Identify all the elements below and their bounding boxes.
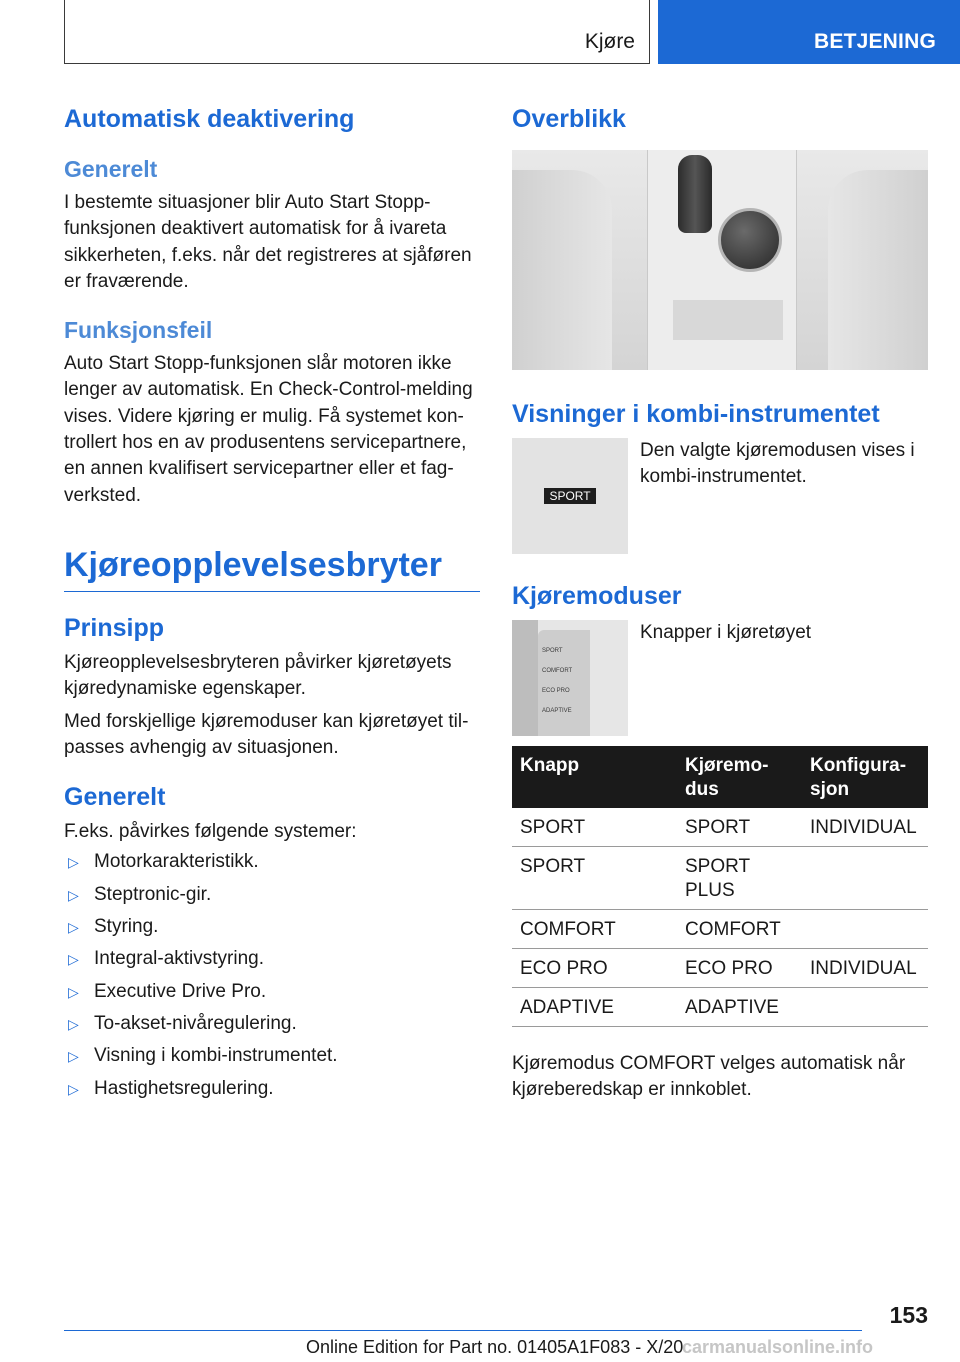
list-item: ▷ Executive Drive Pro. (64, 979, 480, 1005)
heading-kjoreopplevelsesbryter: Kjøreopplevelsesbryter (64, 543, 480, 592)
paragraph-generelt-1: I bestemte situasjoner blir Auto Start Stopp-funksjonen deaktivert automatisk for å ivareta sikkerheten, f.eks. når det registreres at sjåføren er fraværende. (64, 192, 472, 292)
sport-mode-badge: SPORT (544, 488, 596, 504)
triangle-bullet-icon: ▷ (68, 1015, 79, 1032)
triangle-bullet-icon: ▷ (68, 919, 79, 936)
heading-generelt-2: Generelt (64, 783, 166, 812)
list-item: ▷ Hastighetsregulering. (64, 1076, 480, 1102)
list-item: ▷ Integral-aktivstyring. (64, 946, 480, 972)
list-item: ▷ Styring. (64, 914, 480, 940)
heading-visninger: Visninger i kombi-instrumentet (512, 400, 880, 428)
idrive-controller-dial (718, 208, 782, 272)
heading-funksjonsfeil: Funksjonsfeil (64, 317, 213, 344)
paragraph-generelt-2: F.eks. påvirkes følgende systemer: (64, 821, 357, 843)
knapper-block (512, 620, 928, 736)
gear-selector-lever (678, 155, 712, 233)
table-row: SPORT SPORT INDIVIDUAL (512, 808, 928, 847)
page-number: 153 (889, 1302, 928, 1328)
table-row: COMFORT COMFORT (512, 910, 928, 949)
drive-mode-table (512, 746, 928, 1027)
paragraph-comfort-note: Kjøremodus COMFORT velges automatisk når kjøreberedskap er innkoblet. (512, 1053, 906, 1101)
header-section-box (64, 0, 650, 64)
cluster-display-image (512, 438, 628, 554)
paragraph-visninger: Den valgte kjøremodusen vises i kombi-instrumentet. (640, 440, 915, 487)
triangle-bullet-icon: ▷ (68, 951, 79, 968)
table-header-konfigurasjon: Konfigurasjon (810, 755, 907, 800)
footer-divider (64, 1330, 862, 1331)
triangle-bullet-icon: ▷ (68, 983, 79, 1000)
table-header-knapp: Knapp (520, 755, 580, 776)
list-item: ▷ To-akset-nivåregulering. (64, 1011, 480, 1037)
header-chapter-tab[interactable] (658, 0, 960, 64)
triangle-bullet-icon: ▷ (68, 886, 79, 903)
paragraph-knapper: Knapper i kjøretøyet (640, 622, 812, 643)
footer-watermark: carmanualsonline.info (682, 1337, 874, 1357)
table-row: SPORT SPORT PLUS (512, 847, 928, 910)
right-column (512, 100, 928, 1104)
console-button-pad (673, 300, 783, 340)
footer-edition: Online Edition for Part no. 01405A1F083 - X/20 (306, 1337, 684, 1357)
mode-buttons-image: SPORT COMFORT ECO PRO ADAPTIVE (512, 620, 628, 736)
table-header-kjoremodus: Kjøremodus (685, 755, 769, 800)
paragraph-funksjonsfeil: Auto Start Stopp-funksjonen slår motoren ikke lenger av automatisk. En Check-Control-melding vises. Videre kjøring er mulig. Få systemet kontrollert hos en av produsentens servicepartnere, en annen kvalifisert servicepartner eller et fagverksted. (64, 353, 473, 506)
header-chapter-label: BETJENING (814, 30, 936, 53)
heading-automatisk-deaktivering: Automatisk deaktivering (64, 105, 355, 133)
table-row: ADAPTIVE ADAPTIVE (512, 988, 928, 1027)
paragraph-prinsipp-2: Med forskjellige kjøremoduser kan kjøretøyet tilpasses avhengig av situasjonen. (64, 710, 469, 758)
heading-kjoremoduser: Kjøremoduser (512, 582, 682, 610)
paragraph-prinsipp-1: Kjøreopplevelsesbryteren påvirker kjøretøyets kjøredynamiske egenskaper. (64, 651, 452, 700)
heading-prinsipp: Prinsipp (64, 613, 165, 642)
table-row: ECO PRO ECO PRO INDIVIDUAL (512, 949, 928, 988)
left-column (64, 100, 480, 1108)
table-header-row (512, 746, 928, 808)
heading-overblikk: Overblikk (512, 105, 626, 133)
systems-list (64, 849, 480, 1101)
list-item: ▷ Steptronic-gir. (64, 882, 480, 908)
center-console-photo (512, 150, 928, 370)
visninger-block (512, 438, 928, 554)
list-item: ▷ Motorkarakteristikk. (64, 849, 480, 875)
heading-generelt-1: Generelt (64, 156, 158, 182)
triangle-bullet-icon: ▷ (68, 1080, 79, 1097)
list-item: ▷ Visning i kombi-instrumentet. (64, 1043, 480, 1069)
triangle-bullet-icon: ▷ (68, 854, 79, 871)
header-section-label: Kjøre (584, 30, 635, 53)
triangle-bullet-icon: ▷ (68, 1048, 79, 1065)
